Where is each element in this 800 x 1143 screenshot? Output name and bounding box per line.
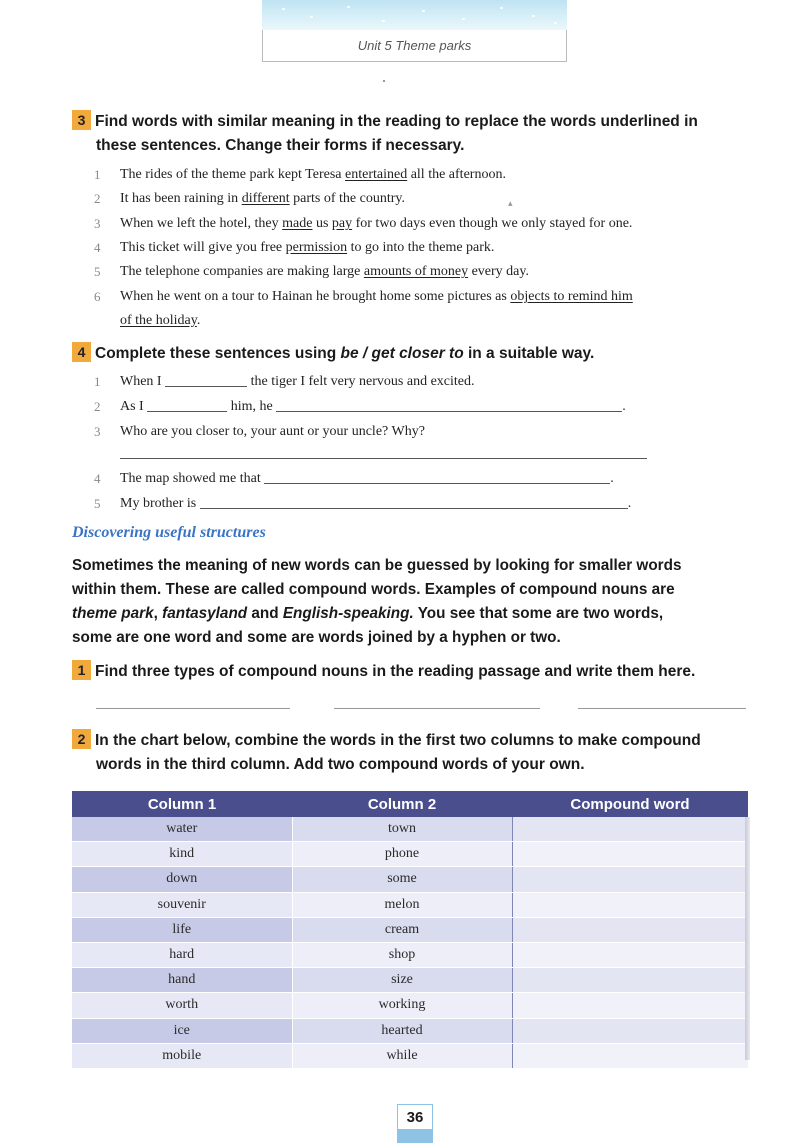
answer-line[interactable] xyxy=(120,458,647,459)
table-row xyxy=(72,968,748,993)
column-1-cell: mobile xyxy=(72,1043,292,1068)
decorative-dot xyxy=(383,80,385,82)
compound-word-cell[interactable] xyxy=(512,892,748,917)
table-row xyxy=(72,817,748,842)
column-2-cell: melon xyxy=(292,892,512,917)
item-text: parts of the country. xyxy=(289,191,405,206)
compound-word-chart xyxy=(72,791,748,1069)
column-2-cell: size xyxy=(292,968,512,993)
item-text: The map showed me that xyxy=(120,471,261,486)
answer-blank[interactable] xyxy=(147,399,227,412)
item-number: 1 xyxy=(94,167,101,182)
table-header-row xyxy=(72,791,748,817)
answer-blank[interactable] xyxy=(200,496,628,509)
item-number: 3 xyxy=(94,216,101,231)
item-number: 1 xyxy=(94,374,101,389)
unit-label: Unit 5 Theme parks xyxy=(357,38,472,53)
item-number: 2 xyxy=(94,399,101,414)
item-number: 5 xyxy=(94,264,101,279)
exercise-number-badge: 1 xyxy=(72,660,91,680)
item-text: every day. xyxy=(468,264,529,279)
item-text: . xyxy=(196,313,201,328)
item-text: for two days even though we only stayed for one. xyxy=(352,216,633,231)
compound-word-cell[interactable] xyxy=(512,817,748,842)
exercise-number-badge: 3 xyxy=(72,110,91,130)
answer-line[interactable] xyxy=(334,708,540,709)
exercise-3-title-line1: Find words with similar meaning in the reading to replace the words underlined in xyxy=(95,113,698,130)
column-1-cell: hard xyxy=(72,942,292,967)
item-text: It has been raining in xyxy=(120,191,242,206)
paragraph-line: within them. These are called compound words. Examples of compound nouns are xyxy=(72,581,675,598)
paragraph-line: theme park, fantasyland and English-speaking. You see that some are two words, xyxy=(72,605,664,622)
item-number: 3 xyxy=(94,424,101,439)
exercise-2-title-line1: In the chart below, combine the words in the first two columns to make compound xyxy=(95,732,701,749)
item-text: . xyxy=(622,399,626,414)
stray-mark: ▴ xyxy=(508,198,513,208)
answer-blank[interactable] xyxy=(264,471,610,484)
column-1-cell: water xyxy=(72,817,292,842)
answer-line[interactable] xyxy=(578,708,746,709)
item-text: us xyxy=(312,216,332,231)
example-term: fantasyland xyxy=(162,605,248,622)
column-1-cell: ice xyxy=(72,1018,292,1043)
item-text: all the afternoon. xyxy=(407,167,506,182)
item-number: 4 xyxy=(94,471,101,486)
item-number: 4 xyxy=(94,240,101,255)
exercise-3-title-line2: these sentences. Change their forms if necessary. xyxy=(96,137,465,154)
item-text: The rides of the theme park kept Teresa xyxy=(120,167,346,182)
section-title: Discovering useful structures xyxy=(72,524,266,541)
column-2-cell: while xyxy=(292,1043,512,1068)
item-number: 6 xyxy=(94,289,101,304)
underlined-word: pay xyxy=(331,216,353,231)
exercise-2-heading xyxy=(72,729,762,777)
column-2-cell: town xyxy=(292,817,512,842)
table-row xyxy=(72,917,748,942)
paragraph-line: some are one word and some are words joined by a hyphen or two. xyxy=(72,629,561,646)
underlined-word: objects to remind him xyxy=(510,289,633,304)
compound-word-cell[interactable] xyxy=(512,968,748,993)
exercise-4-heading xyxy=(72,342,762,366)
item-text: . xyxy=(627,496,632,511)
exercise-number-badge: 2 xyxy=(72,729,91,749)
example-term: theme park xyxy=(72,605,154,622)
exercise-4-title: Complete these sentences using xyxy=(95,345,341,362)
column-1-cell: kind xyxy=(72,842,292,867)
column-1-cell: worth xyxy=(72,993,292,1018)
underlined-word: made xyxy=(282,216,313,231)
column-2-cell: hearted xyxy=(292,1018,512,1043)
answer-blank[interactable] xyxy=(276,399,622,412)
item-text: to go into the theme park. xyxy=(347,240,495,255)
answer-line[interactable] xyxy=(96,708,290,709)
compound-word-cell[interactable] xyxy=(512,942,748,967)
item-text: the tiger I felt very nervous and excited. xyxy=(250,374,475,389)
exercise-4-title: in a suitable way. xyxy=(463,345,595,362)
underlined-word: of the holiday xyxy=(120,313,197,328)
example-term: English-speaking. xyxy=(282,605,414,622)
section-paragraph xyxy=(72,554,762,650)
underlined-word: different xyxy=(241,191,290,206)
column-2-cell: cream xyxy=(292,917,512,942)
table-row xyxy=(72,993,748,1018)
exercise-1-title: Find three types of compound nouns in the reading passage and write them here. xyxy=(95,663,696,680)
column-1-cell: down xyxy=(72,867,292,892)
compound-word-cell[interactable] xyxy=(512,1043,748,1068)
table-row xyxy=(72,842,748,867)
column-2-cell: shop xyxy=(292,942,512,967)
item-text: him, he xyxy=(230,399,273,414)
item-text: When he went on a tour to Hainan he brought home some pictures as xyxy=(120,289,511,304)
item-text: When we left the hotel, they xyxy=(120,216,283,231)
exercise-3-heading xyxy=(72,110,762,158)
column-2-cell: working xyxy=(292,993,512,1018)
header-banner xyxy=(262,0,567,30)
page-number-tab xyxy=(397,1104,433,1143)
page-number: 36 xyxy=(397,1104,433,1130)
item-number: 5 xyxy=(94,496,101,511)
exercise-1-heading xyxy=(72,660,762,684)
item-text: When I xyxy=(120,374,162,389)
exercise-number-badge: 4 xyxy=(72,342,91,362)
column-header: Column 2 xyxy=(292,791,512,817)
column-1-cell: souvenir xyxy=(72,892,292,917)
underlined-word: permission xyxy=(285,240,348,255)
exercise-2-title-line2: words in the third column. Add two compound words of your own. xyxy=(96,756,585,773)
table-row xyxy=(72,892,748,917)
item-number: 2 xyxy=(94,191,101,206)
underlined-word: entertained xyxy=(345,167,408,182)
column-1-cell: life xyxy=(72,917,292,942)
column-2-cell: phone xyxy=(292,842,512,867)
table-row xyxy=(72,1043,748,1068)
compound-word-cell[interactable] xyxy=(512,1018,748,1043)
column-header: Column 1 xyxy=(72,791,292,817)
unit-header xyxy=(262,30,567,62)
compound-word-cell[interactable] xyxy=(512,867,748,892)
compound-word-cell[interactable] xyxy=(512,917,748,942)
underlined-word: amounts of money xyxy=(363,264,469,279)
column-header: Compound word xyxy=(512,791,748,817)
compound-word-cell[interactable] xyxy=(512,993,748,1018)
table-row xyxy=(72,942,748,967)
paragraph-line: Sometimes the meaning of new words can be guessed by looking for smaller words xyxy=(72,557,682,574)
compound-word-cell[interactable] xyxy=(512,842,748,867)
table-row xyxy=(72,1018,748,1043)
column-1-cell: hand xyxy=(72,968,292,993)
item-text: As I xyxy=(120,399,144,414)
column-2-cell: some xyxy=(292,867,512,892)
item-text: My brother is xyxy=(120,496,197,511)
table-edge-shadow xyxy=(745,817,750,1060)
table-row xyxy=(72,867,748,892)
item-text: The telephone companies are making large xyxy=(120,264,364,279)
exercise-4-title-emphasis: be / get closer to xyxy=(340,345,464,362)
item-text: . xyxy=(610,471,614,486)
item-text: Who are you closer to, your aunt or your uncle? Why? xyxy=(120,424,425,439)
item-text: This ticket will give you free xyxy=(120,240,286,255)
answer-blank[interactable] xyxy=(165,374,247,387)
